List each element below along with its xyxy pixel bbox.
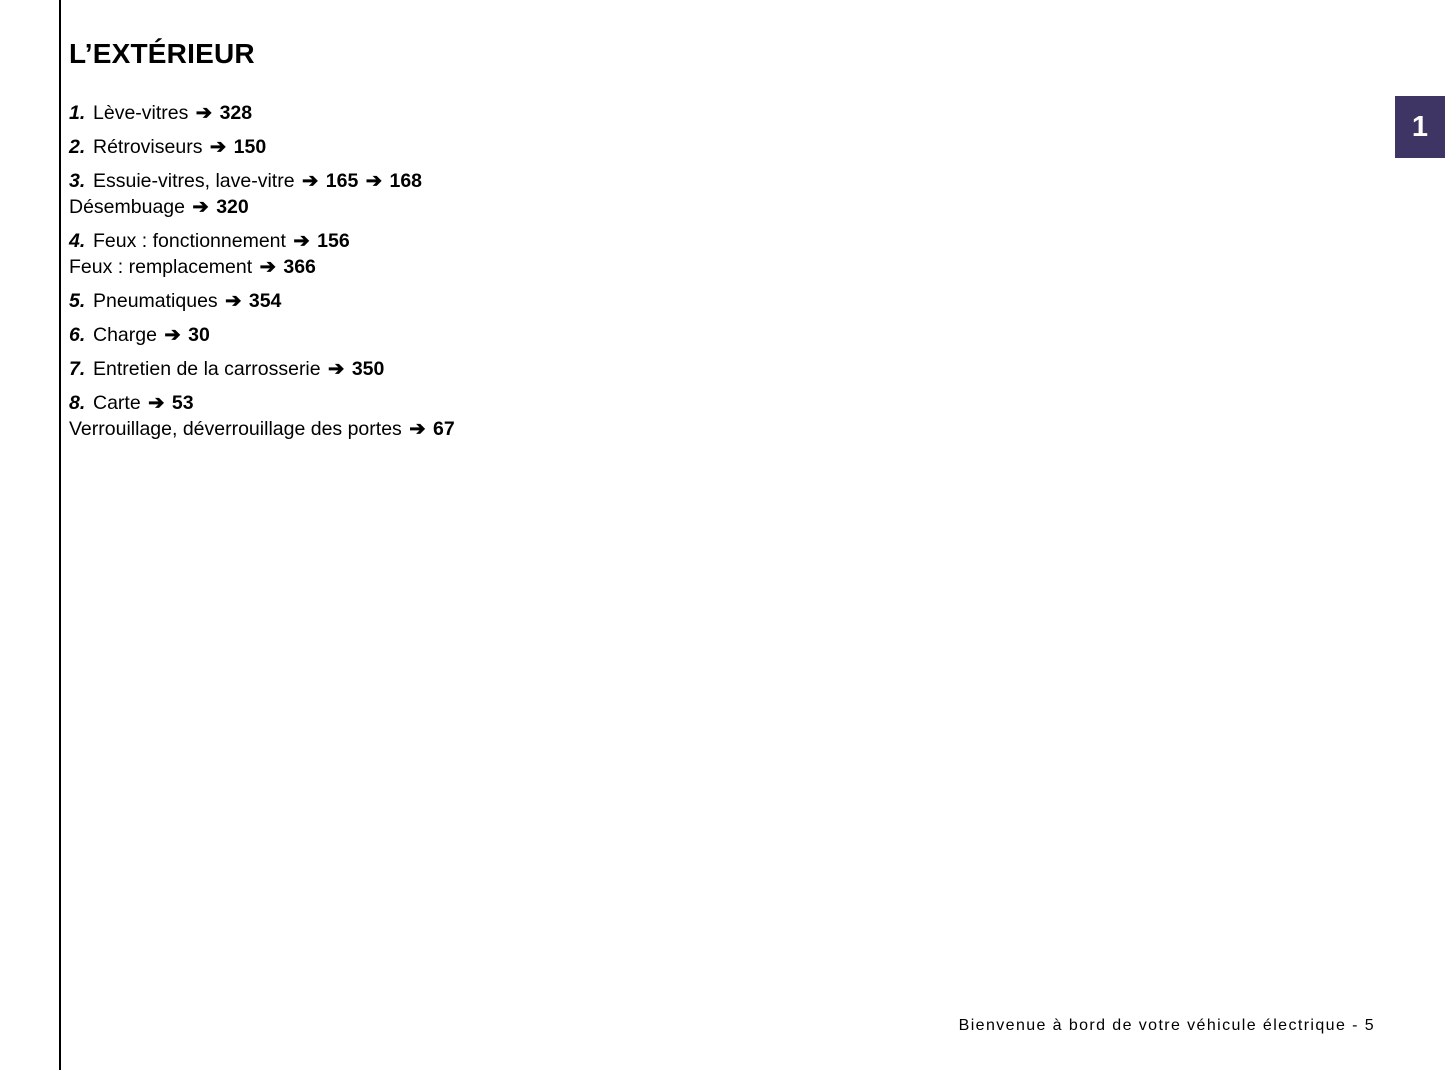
page-reference: 366 xyxy=(283,256,316,278)
list-item-number: 8. xyxy=(69,392,86,414)
list-item xyxy=(69,356,1269,382)
list-item xyxy=(69,390,1269,442)
list-item-main xyxy=(69,168,1269,194)
list-item xyxy=(69,100,1269,126)
page-reference: 165 xyxy=(325,170,359,192)
chapter-tab xyxy=(1395,96,1445,158)
list-item-main xyxy=(69,390,1269,416)
list-item-subline xyxy=(69,254,1269,280)
list-item xyxy=(69,322,1269,348)
page-reference: 150 xyxy=(233,136,267,158)
list-item-main xyxy=(69,322,1269,348)
chapter-tab-number: 1 xyxy=(1411,110,1429,143)
list-item-label: Essuie-vitres, lave-vitre xyxy=(93,170,295,192)
arrow-icon: ➔ xyxy=(225,290,242,312)
arrow-icon: ➔ xyxy=(293,230,310,252)
arrow-icon: ➔ xyxy=(328,358,345,380)
arrow-icon: ➔ xyxy=(164,324,181,346)
list-item-sublabel: Feux : remplacement xyxy=(69,256,253,278)
list-item-main xyxy=(69,134,1269,160)
summary-list xyxy=(69,100,1269,450)
page-reference: 328 xyxy=(219,102,253,124)
list-item-sublabel: Désembuage xyxy=(69,196,185,218)
page-title: L’EXTÉRIEUR xyxy=(69,38,255,69)
list-item-number: 7. xyxy=(69,358,86,380)
list-item-number: 1. xyxy=(69,102,86,124)
arrow-icon: ➔ xyxy=(148,392,165,414)
list-item-main xyxy=(69,100,1269,126)
list-item-subline xyxy=(69,194,1269,220)
list-item-main xyxy=(69,288,1269,314)
list-item xyxy=(69,288,1269,314)
list-item-label: Carte xyxy=(93,392,141,414)
list-item xyxy=(69,134,1269,160)
arrow-icon: ➔ xyxy=(192,196,209,218)
page-reference: 67 xyxy=(432,418,455,440)
list-item xyxy=(69,168,1269,220)
list-item-main xyxy=(69,228,1269,254)
page-reference: 156 xyxy=(317,230,350,252)
left-margin-rule xyxy=(59,0,61,1070)
page-reference: 30 xyxy=(188,324,210,346)
list-item-label: Charge xyxy=(93,324,157,346)
arrow-icon: ➔ xyxy=(409,418,426,440)
page-reference: 320 xyxy=(216,196,249,218)
page-reference: 53 xyxy=(171,392,194,414)
page-reference-secondary: 168 xyxy=(389,170,423,192)
page-reference: 350 xyxy=(351,358,385,380)
list-item-label: Entretien de la carrosserie xyxy=(93,358,321,380)
list-item-number: 2. xyxy=(69,136,86,158)
list-item-main xyxy=(69,356,1269,382)
list-item xyxy=(69,228,1269,280)
list-item-sublabel: Verrouillage, déverrouillage des portes xyxy=(69,418,402,440)
list-item-number: 3. xyxy=(69,170,86,192)
arrow-icon: ➔ xyxy=(301,170,319,192)
arrow-icon: ➔ xyxy=(259,256,276,278)
list-item-number: 6. xyxy=(69,324,86,346)
page-footer: Bienvenue à bord de votre véhicule électrique - 5 xyxy=(958,1017,1375,1034)
arrow-icon: ➔ xyxy=(195,102,213,124)
list-item-label: Rétroviseurs xyxy=(93,136,203,158)
list-item-label: Lève-vitres xyxy=(93,102,189,124)
list-item-label: Feux : fonctionnement xyxy=(93,230,286,252)
arrow-icon: ➔ xyxy=(209,136,227,158)
list-item-label: Pneumatiques xyxy=(93,290,218,312)
arrow-icon-secondary: ➔ xyxy=(365,170,383,192)
list-item-number: 4. xyxy=(69,230,86,252)
list-item-number: 5. xyxy=(69,290,86,312)
list-item-subline xyxy=(69,416,1269,442)
page-reference: 354 xyxy=(248,290,282,312)
